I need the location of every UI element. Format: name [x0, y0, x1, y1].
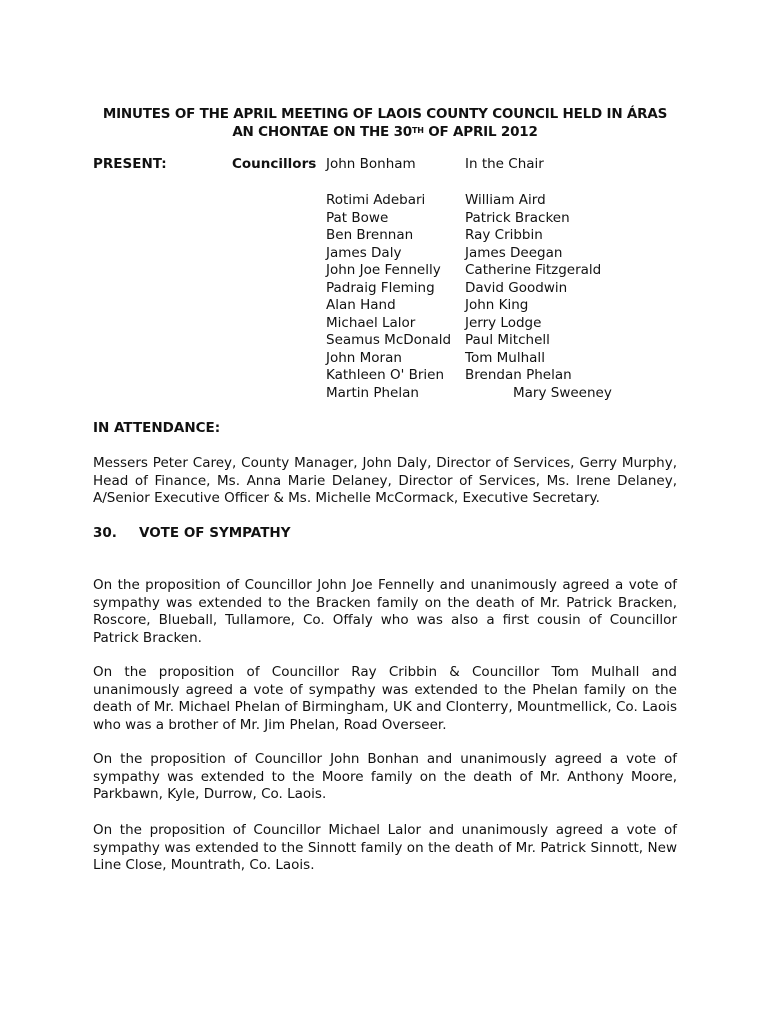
title-line-1: MINUTES OF THE APRIL MEETING OF LAOIS COUNTY COUNCIL HELD IN ÁRAS [102, 106, 668, 122]
title-line-2-end: OF APRIL 2012 [423, 124, 538, 140]
councillor-name: Padraig Fleming [326, 279, 435, 296]
section-number: 30. [93, 525, 117, 541]
sympathy-paragraph: On the proposition of Councillor Michael Lalor and unanimously agreed a vote of sympathy was extended to the Sinnott family on the death of Mr. Patrick Sinnott, New Line Close, Mountrath, Co. Laois. [93, 822, 677, 873]
councillor-name: David Goodwin [465, 279, 568, 296]
councillor-name: James Daly [326, 244, 402, 261]
councillor-name: Ray Cribbin [465, 227, 543, 243]
councillor-name: Pat Bowe [326, 209, 389, 226]
councillor-name: John King [465, 297, 529, 313]
sympathy-paragraph: On the proposition of Councillor John Bonhan and unanimously agreed a vote of sympathy was extended to the Moore family on the death of Mr. Anthony Moore, Parkbawn, Kyle, Durrow, Co. Laois. [93, 751, 677, 802]
councillor-name: Tom Mulhall [465, 349, 545, 366]
sympathy-paragraph: On the proposition of Councillor Ray Cribbin & Councillor Tom Mulhall and unanimously agreed a vote of sympathy was extended to the Phelan family on the death of Mr. Michael Phelan of Birmingham, UK and Clonterry, Mountmellick, Co. Laois who was a brother of Mr. Jim Phelan, Road Overseer. [93, 664, 677, 733]
councillor-name: Michael Lalor [326, 314, 416, 331]
title-line-2 [60, 123, 710, 141]
section-title: VOTE OF SYMPATHY [139, 525, 291, 541]
councillor-name: Kathleen O' Brien [326, 367, 444, 383]
title-line-2-start: AN CHONTAE ON THE 30 [232, 124, 412, 140]
attendance-paragraph: Messers Peter Carey, County Manager, John Daly, Director of Services, Gerry Murphy, Head of Finance, Ms. Anna Marie Delaney, Director of Services, Ms. Irene Delaney, A/Senior Executive Officer & Ms. Michelle McCormack, Executive Secretary. [93, 455, 677, 506]
document-title [60, 105, 710, 141]
councillor-list-right [465, 192, 612, 402]
present-label: PRESENT: [93, 156, 167, 172]
chair-name: John Bonham [326, 156, 416, 172]
councillor-name: Brendan Phelan [465, 367, 572, 383]
councillor-name: John Joe Fennelly [326, 262, 441, 278]
councillor-name: Martin Phelan [326, 384, 419, 401]
councillor-name: John Moran [326, 349, 402, 366]
attendance-label: IN ATTENDANCE: [93, 420, 221, 436]
title-superscript: TH [411, 126, 424, 135]
councillors-label: Councillors [232, 156, 317, 172]
councillor-name: Jerry Lodge [465, 314, 542, 331]
councillor-name: Rotimi Adebari [326, 192, 426, 208]
councillor-name: James Deegan [465, 244, 563, 261]
councillor-name: William Aird [465, 192, 546, 208]
councillor-name: Catherine Fitzgerald [465, 262, 602, 278]
councillor-name: Patrick Bracken [465, 209, 570, 226]
section-heading [93, 525, 291, 541]
councillor-name: Paul Mitchell [465, 332, 550, 348]
councillor-name: Seamus McDonald [326, 332, 452, 348]
chair-role: In the Chair [465, 156, 544, 172]
councillor-name: Alan Hand [326, 297, 396, 313]
councillor-name: Ben Brennan [326, 227, 414, 243]
councillor-list-left [326, 192, 451, 402]
sympathy-paragraph: On the proposition of Councillor John Joe Fennelly and unanimously agreed a vote of sympathy was extended to the Bracken family on the death of Mr. Patrick Bracken, Roscore, Blueball, Tullamore, Co. Offaly who was also a first cousin of Councillor Patrick Bracken. [93, 577, 677, 646]
councillor-name: Mary Sweeney [513, 384, 612, 401]
